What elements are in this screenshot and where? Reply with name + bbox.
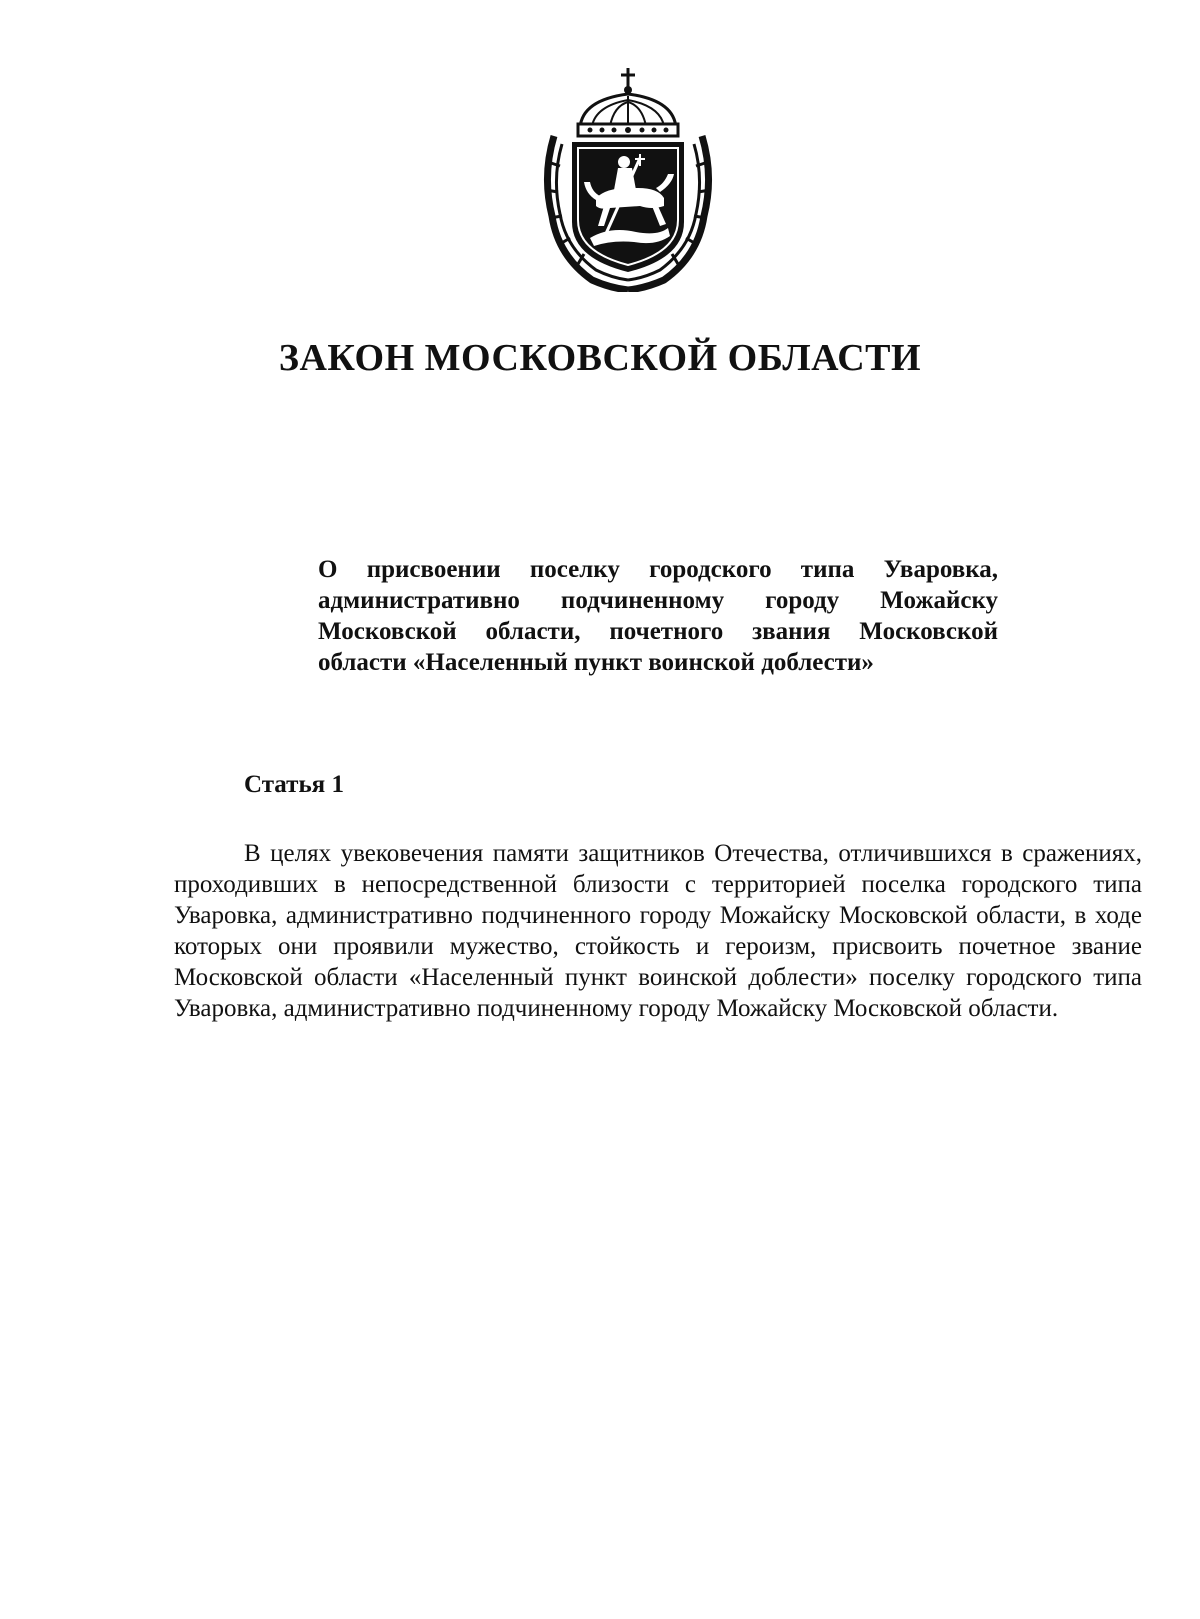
- law-subject: О присвоении поселку городского типа Уваровка, административно подчиненному городу Можайску Московской области, почетного звания Московской области «Населенный пункт воинской доблести»: [318, 556, 998, 676]
- moscow-oblast-coat-of-arms-icon: [540, 66, 716, 292]
- article-body: В целях увековечения памяти защитников Отечества, отличившихся в сражениях, проходивших в непосредственной близости с территорией поселка городского типа Уваровка, административно подчиненного городу Можайску Московской области, в ходе которых они проявили мужество, стойкость и героизм, присвоить почетное звание Московской области «Населенный пункт воинской доблести» поселку городского типа Уваровка, административно подчиненному городу Можайску Московской области.: [174, 840, 1142, 1022]
- document-title: ЗАКОН МОСКОВСКОЙ ОБЛАСТИ: [278, 337, 922, 379]
- article-heading: Статья 1: [244, 771, 344, 798]
